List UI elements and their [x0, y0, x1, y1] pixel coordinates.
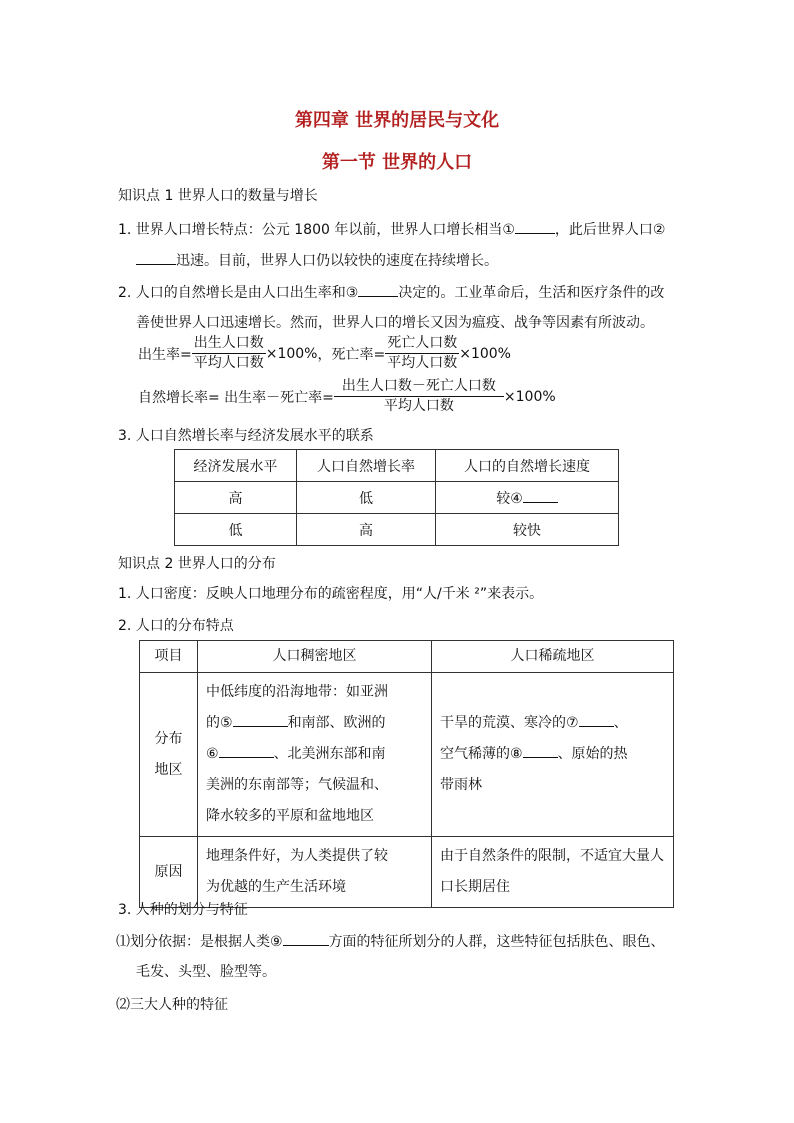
dense-line-3: ⑥ 、北美洲东部和南 [206, 739, 423, 770]
death-rate-pct: ×100% [459, 345, 511, 362]
dense-reason-cell [198, 837, 432, 908]
birth-rate-fraction [192, 334, 266, 373]
birth-rate-numerator: 出生人口数 [192, 334, 266, 354]
table-row [175, 482, 619, 514]
death-rate-fraction [385, 334, 459, 373]
k1-item1-line1 [118, 219, 665, 240]
sparse-reason-line-2: 口长期居住 [440, 879, 510, 895]
blank-7 [579, 712, 614, 727]
table-header-cell: 人口的自然增长速度 [436, 450, 619, 482]
natural-growth-pct: ×100% [503, 388, 556, 405]
birth-rate-pct: ×100% [265, 345, 318, 362]
natural-growth-numerator: 出生人口数－死亡人口数 [334, 377, 504, 397]
table-header-row [175, 450, 619, 482]
table-cell: 低 [297, 482, 436, 514]
natural-growth-fraction [334, 377, 504, 416]
death-rate-label: ，死亡率= [317, 346, 386, 363]
knowledge-point-2-heading: 知识点 2 世界人口的分布 [118, 556, 276, 572]
natural-growth-denominator: 平均人口数 [383, 398, 454, 414]
k2-item3: 3. 人种的划分与特征 [118, 902, 248, 918]
reason-row-label: 原因 [140, 837, 198, 908]
k1-item1-line2 [136, 250, 498, 271]
table-header-cell: 人口稠密地区 [198, 641, 432, 673]
blank-9 [283, 931, 329, 946]
table-cell [436, 482, 619, 514]
table-header-cell: 经济发展水平 [175, 450, 297, 482]
k2-item3-sub2: ⑵三大人种的特征 [116, 997, 228, 1013]
k2-sub1-text-a: ⑴划分依据：是根据人类⑨ [116, 934, 283, 950]
blank-8 [523, 743, 558, 758]
k2-item3-sub1-line1 [116, 931, 665, 952]
population-distribution-table [139, 640, 674, 908]
dense-line-1: 中低纬度的沿海地带：如亚洲 [206, 684, 388, 700]
table-cell: 较快 [436, 514, 619, 546]
growth-vs-economy-table [174, 449, 619, 546]
k2-item3-sub1-line2: 毛发、头型、脸型等。 [136, 964, 276, 980]
k1-item2-text-b: 决定的。工业革命后，生活和医疗条件的改 [398, 285, 665, 301]
table-cell: 高 [175, 482, 297, 514]
death-rate-numerator: 死亡人口数 [385, 334, 459, 354]
table-header-cell: 项目 [140, 641, 198, 673]
k2-item1: 1. 人口密度：反映人口地理分布的疏密程度，用“人/千米 ²”来表示。 [118, 586, 544, 602]
birth-rate-denominator: 平均人口数 [193, 355, 264, 371]
knowledge-point-1-heading: 知识点 1 世界人口的数量与增长 [118, 188, 318, 204]
table-cell-text: 较④ [496, 490, 523, 507]
k1-item1-text-b: ，此后世界人口② [554, 222, 666, 238]
blank-1 [515, 219, 555, 234]
blank-5 [233, 712, 288, 727]
k1-item3: 3. 人口自然增长率与经济发展水平的联系 [118, 428, 374, 444]
table-row [140, 673, 674, 837]
section-title: 第一节 世界的人口 [321, 152, 473, 173]
dense-line-5: 降水较多的平原和盆地地区 [206, 808, 374, 824]
k2-item2: 2. 人口的分布特点 [118, 618, 234, 634]
table-cell: 低 [175, 514, 297, 546]
table-cell: 高 [297, 514, 436, 546]
death-rate-denominator: 平均人口数 [387, 355, 458, 371]
blank-4 [523, 488, 558, 503]
sparse-reason-line-1: 由于自然条件的限制，不适宜大量人 [440, 848, 664, 864]
k1-item2-line2: 善使世界人口迅速增长。然而，世界人口的增长又因为瘟疫、战争等因素有所波动。 [136, 315, 654, 331]
chapter-title: 第四章 世界的居民与文化 [294, 110, 500, 131]
natural-growth-formula [138, 377, 556, 416]
table-header-cell: 人口自然增长率 [297, 450, 436, 482]
k1-item1-text-c: 迅速。目前，世界人口仍以较快的速度在持续增长。 [176, 253, 498, 269]
k1-item1-text-a: 1. 世界人口增长特点：公元 1800 年以前，世界人口增长相当① [118, 222, 515, 238]
dense-reason-line-2: 为优越的生产生活环境 [206, 879, 346, 895]
table-row [175, 514, 619, 546]
dense-regions-cell [198, 673, 432, 837]
natural-growth-label: 自然增长率= 出生率－死亡率= [138, 389, 334, 406]
sparse-line-3: 带雨林 [440, 777, 482, 793]
dense-line-4: 美洲的东南部等；气候温和、 [206, 777, 388, 793]
dense-line-2: 的⑤ 和南部、欧洲的 [206, 708, 423, 739]
birth-rate-label: 出生率= [138, 346, 192, 363]
sparse-line-2: 空气稀薄的⑧ 、原始的热 [440, 739, 665, 770]
k2-sub1-text-b: 方面的特征所划分的人群，这些特征包括肤色、眼色、 [328, 934, 665, 950]
sparse-regions-cell [432, 673, 674, 837]
blank-3 [358, 282, 398, 297]
sparse-line-1: 干旱的荒漠、寒冷的⑦ 、 [440, 708, 665, 739]
table-row [140, 837, 674, 908]
k1-item2-text-a: 2. 人口的自然增长是由人口出生率和③ [118, 285, 359, 301]
k1-item2-line1 [118, 282, 664, 303]
table-header-cell: 人口稀疏地区 [432, 641, 674, 673]
distribution-row-label: 分布地区 [140, 673, 198, 837]
blank-2 [136, 250, 176, 265]
dense-reason-line-1: 地理条件好，为人类提供了较 [206, 848, 388, 864]
table-header-row [140, 641, 674, 673]
sparse-reason-cell [432, 837, 674, 908]
birth-death-rate-formula [138, 334, 511, 373]
blank-6 [219, 743, 274, 758]
